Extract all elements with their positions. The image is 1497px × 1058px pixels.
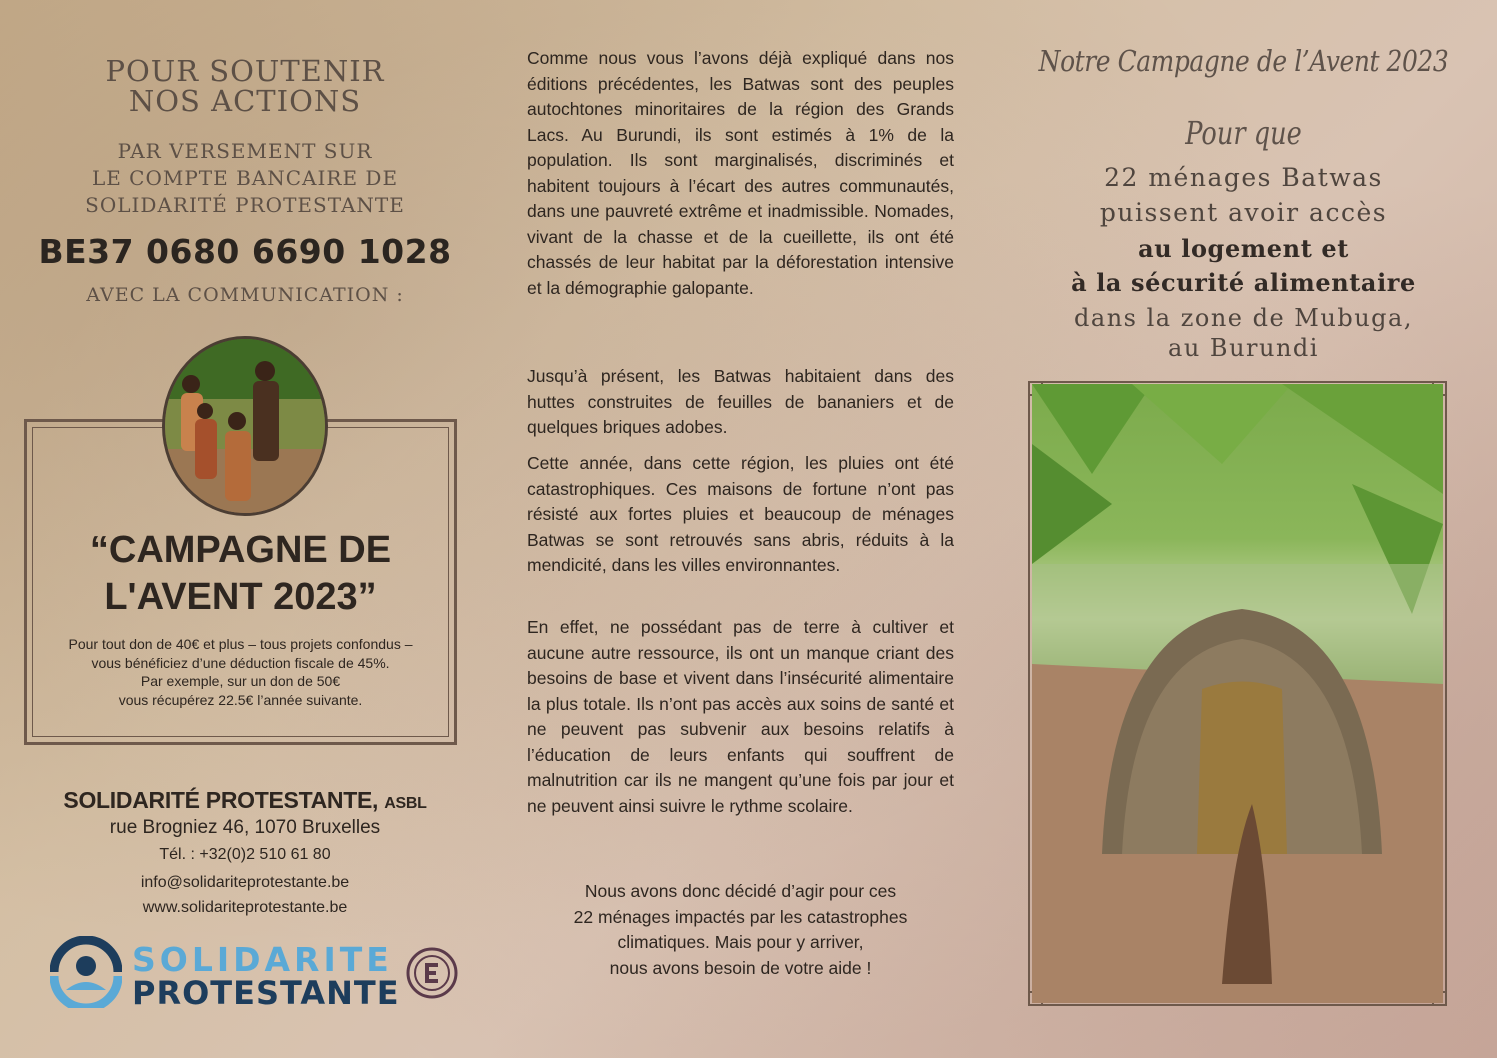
goal-line-5: dans la zone de Mubuga, <box>1074 304 1413 332</box>
email-link[interactable]: info@solidariteprotestante.be <box>140 874 350 891</box>
support-title: POUR SOUTENIR NOS ACTIONS <box>105 54 385 118</box>
iban-number: BE37 0680 6690 1028 <box>38 232 452 271</box>
hut-photo <box>1032 384 1443 1003</box>
paragraph-huts: Jusqu’à présent, les Batwas habitaient dans des huttes construites de feuilles de bananiers et de quelques briques adobes. <box>527 366 954 437</box>
goal-line-2: puissent avoir accès <box>1099 198 1388 227</box>
tax-deduction-note: Pour tout don de 40€ et plus – tous projets confondus – vous bénéficiez d’une déduction fiscale de 45%. Par exemple, sur un don de 50€ vous récupérez 22.5€ l’année suivante. <box>68 636 413 708</box>
support-subtitle: PAR VERSEMENT SUR LE COMPTE BANCAIRE DE SOLIDARITÉ PROTESTANTE <box>85 139 405 217</box>
paragraph-rains: Cette année, dans cette région, les pluies ont été catastrophiques. Ces maisons de fortune n’ont pas résisté aux fortes pluies et beaucoup de ménages Batwas se sont retrouvés sans abris, réduits à la mendicité, dans les villes environnantes. <box>527 453 954 575</box>
phone: Tél. : +32(0)2 510 61 80 <box>159 846 331 863</box>
children-photo <box>162 336 328 516</box>
middle-panel <box>500 0 980 1058</box>
children-illustration <box>165 339 325 513</box>
left-panel <box>0 0 490 1058</box>
campaign-script-title: Notre Campagne de l’Avent 2023 <box>1038 44 1449 78</box>
organization-name-text: SOLIDARITÉ PROTESTANTE, <box>63 787 379 813</box>
organization-suffix: ASBL <box>384 795 427 812</box>
communication-label: AVEC LA COMMUNICATION : <box>86 284 404 306</box>
paragraph-call-to-action: Nous avons donc décidé d’agir pour ces 22 ménages impactés par les catastrophes climatiques. Mais pour y arriver, nous avons besoin de votre aide ! <box>573 881 908 978</box>
website-link[interactable]: www.solidariteprotestante.be <box>142 899 348 916</box>
address: rue Brogniez 46, 1070 Bruxelles <box>109 817 381 838</box>
paragraph-batwas-intro: Comme nous vous l’avons déjà expliqué dans nos éditions précédentes, les Batwas sont des peuples autochtones minoritaires de la région des Grands Lacs. Au Burundi, ils sont estimés à 1% de la population. Ils sont marginalisés, discriminés et habitent toujours à l’écart des autres communautés, dans une pauvreté extrême et inadmissible. Nomades, vivant de la chasse et de la cueillette, ils ont été chassés de leur habitat par la déforestation intensive et la démographie galopante. <box>527 48 954 298</box>
paragraph-needs: En effet, ne possédant pas de terre à cultiver et aucune autre ressource, ils ont un manque criant des besoins de base et vivent dans l’insécurité alimentaire la plus totale. Ils n’ont pas accès aux soins de santé et ne peuvent pas subvenir aux besoins relatifs à l’éducation de leurs enfants qui souffrent de malnutrition car ils ne mangent qu’une fois par jour et ne peuvent ainsi suivre le rythme scolaire. <box>527 617 954 816</box>
goal-line-6: au Burundi <box>1168 334 1319 362</box>
campaign-title: “CAMPAGNE DE L'AVENT 2023” <box>89 529 392 618</box>
eye-logo-icon <box>50 936 122 1008</box>
goal-line-1: 22 ménages Batwas <box>1104 163 1383 192</box>
logo-text-protestante: PROTESTANTE <box>132 974 400 1012</box>
goal-line-4: à la sécurité alimentaire <box>1071 268 1416 297</box>
solidarite-protestante-logo <box>50 936 400 1012</box>
organization-name <box>0 787 490 814</box>
hut-illustration <box>1032 384 1443 1003</box>
goal-line-3: au logement et <box>1138 234 1349 263</box>
logo-text-solidarite: SOLIDARITE <box>132 940 393 979</box>
certification-badge-icon <box>406 947 458 999</box>
pour-que-heading: Pour que <box>1185 114 1302 152</box>
